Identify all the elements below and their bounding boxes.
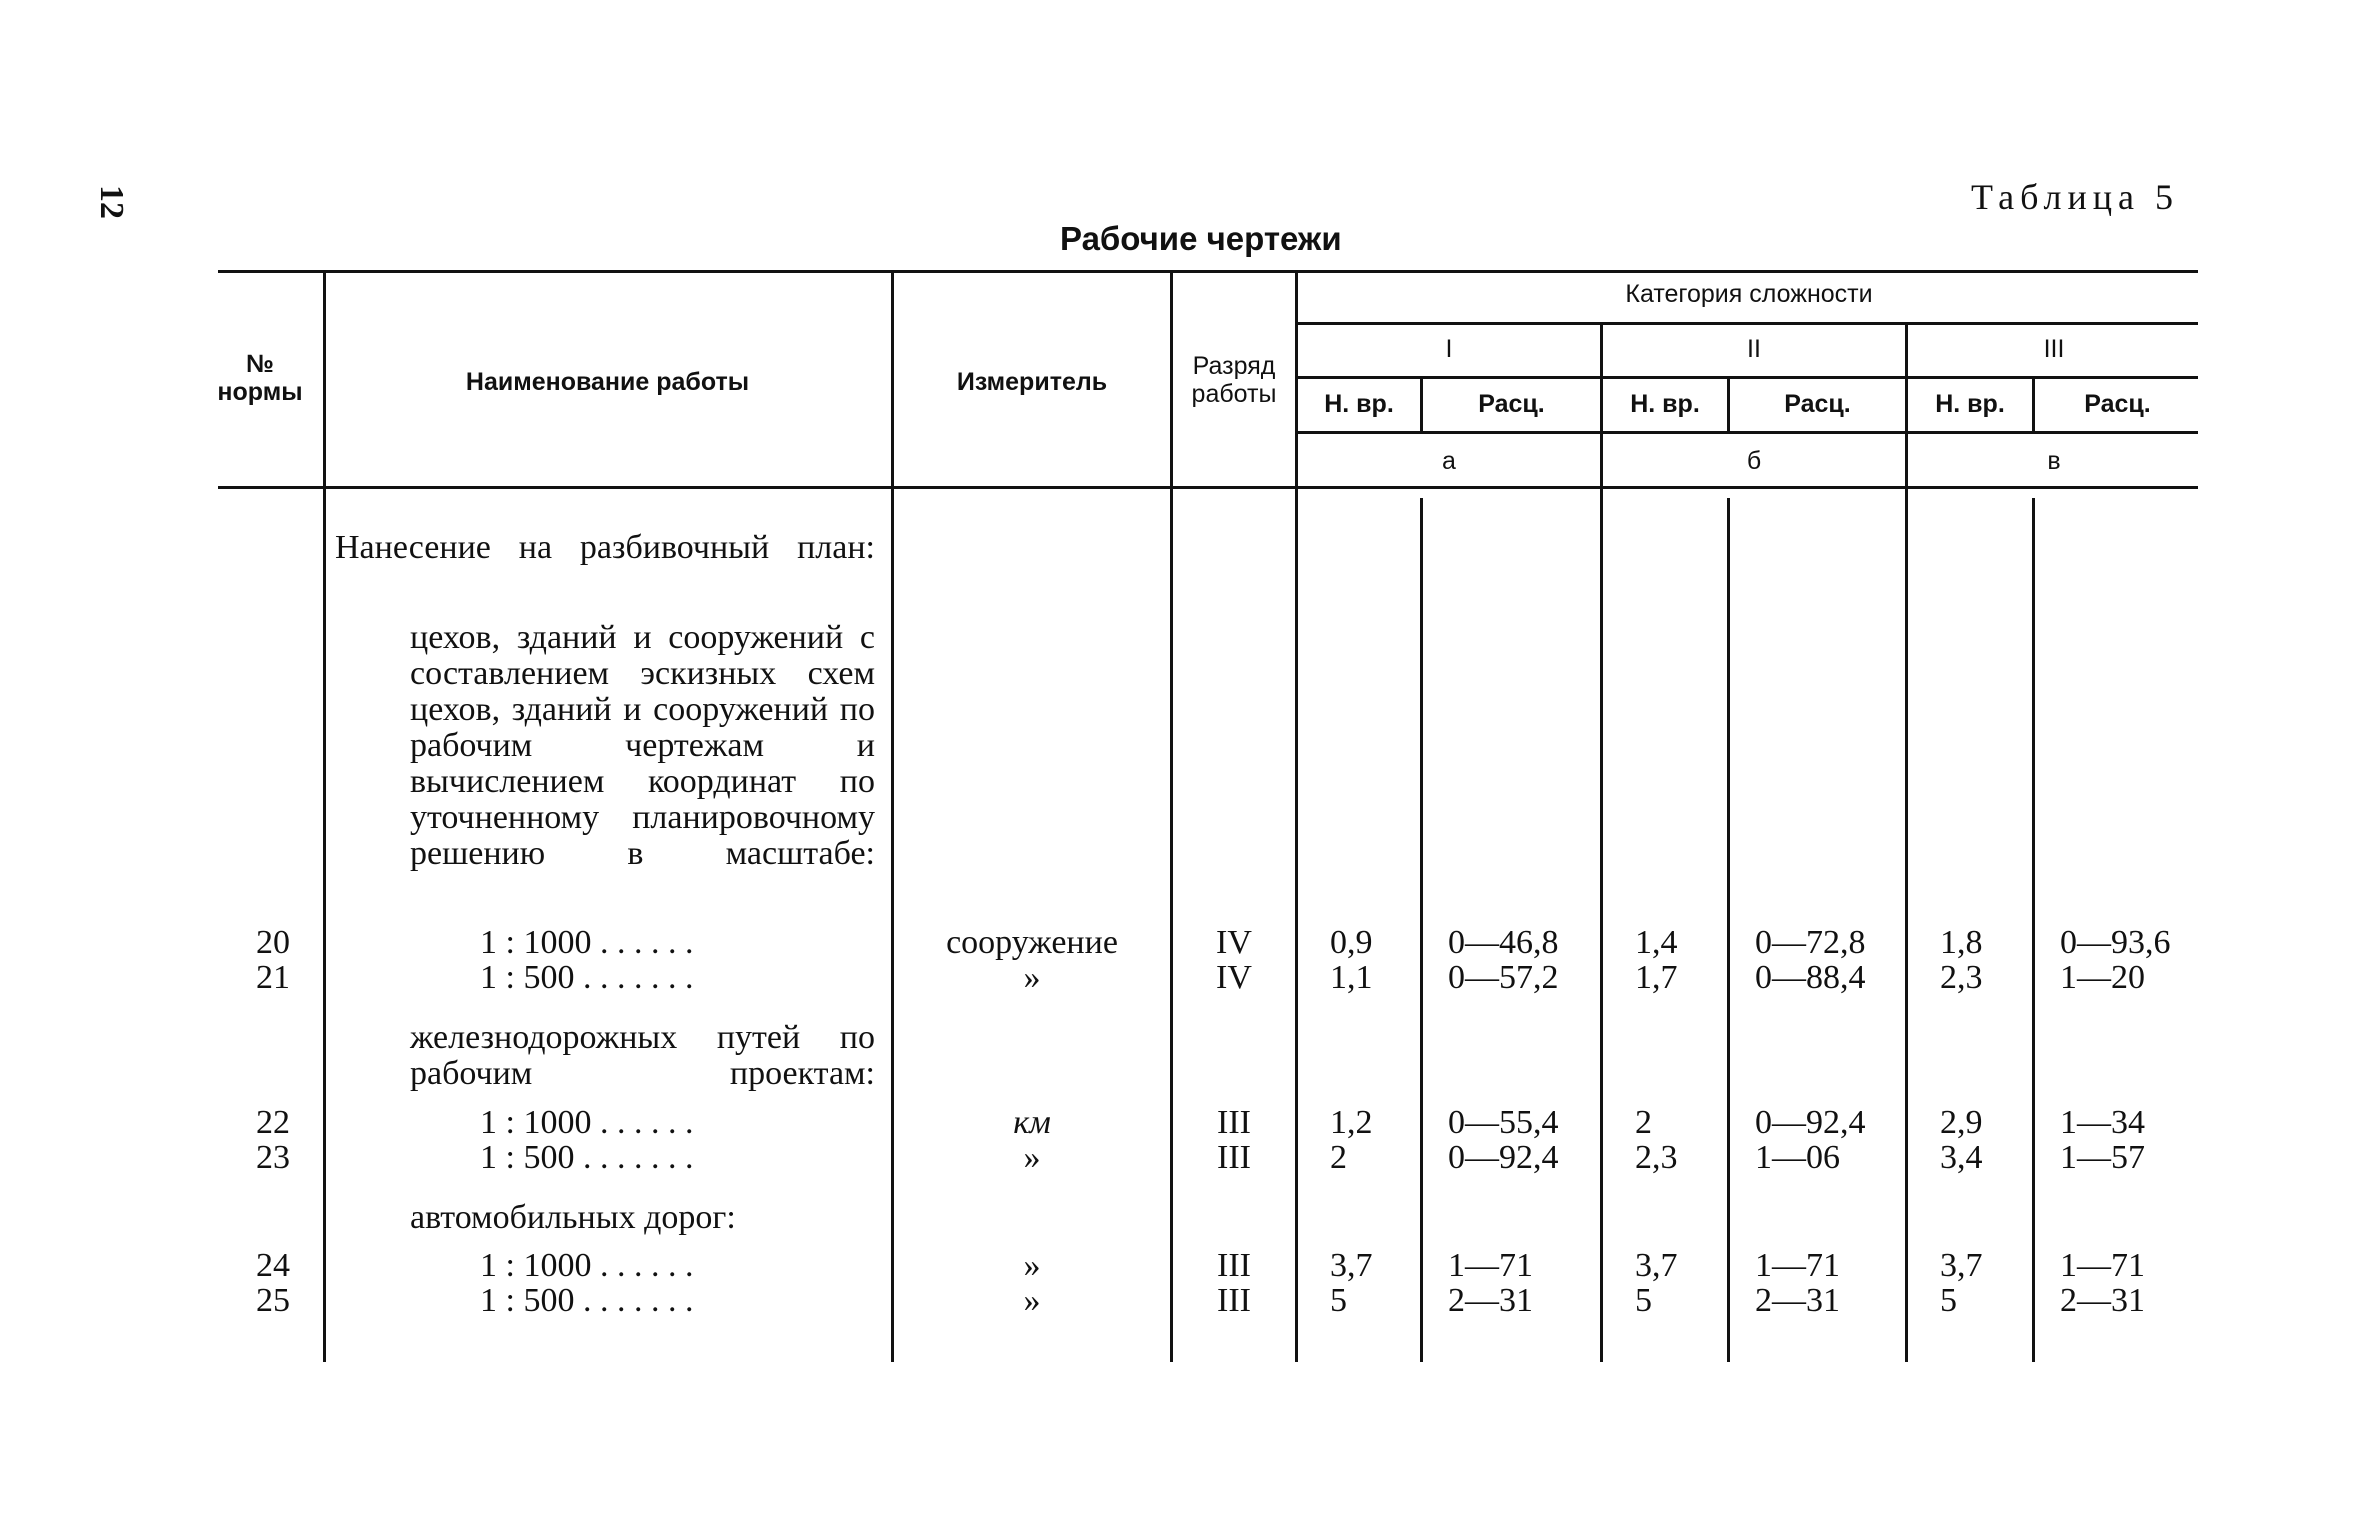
category-rule xyxy=(1297,376,2198,379)
header-category-1: I xyxy=(1445,335,1453,363)
section-intro: Нанесение на разбивочный план: xyxy=(335,529,875,566)
header-letter-a: а xyxy=(1442,447,1456,475)
row-no: 25 xyxy=(256,1282,290,1319)
row-c-rate: 1—57 xyxy=(2060,1139,2145,1176)
col-rule-b-body xyxy=(1727,498,1730,1362)
header-letter-c: в xyxy=(2047,447,2061,475)
complexity-rule xyxy=(1297,322,2198,325)
row-c-rate: 1—71 xyxy=(2060,1247,2145,1284)
page-number: 12 xyxy=(93,185,130,219)
row-b-rate: 1—71 xyxy=(1755,1247,1840,1284)
col-rule-1 xyxy=(323,272,326,1362)
row-c-rate: 0—93,6 xyxy=(2060,924,2171,961)
row-b-rate: 0—72,8 xyxy=(1755,924,1866,961)
table-label: Таблица 5 xyxy=(1971,177,2179,217)
row-c-time: 2,3 xyxy=(1940,959,1983,996)
header-bottom-rule xyxy=(218,486,2198,489)
row-grade: IV xyxy=(1216,924,1252,961)
row-c-time: 3,4 xyxy=(1940,1139,1983,1176)
col-rule-4 xyxy=(1295,272,1298,1362)
row-scale: 1 : 500 . . . . . . . xyxy=(480,959,694,996)
section-railways: железнодорожных путей по рабочим проектам: xyxy=(410,1019,875,1092)
row-b-rate: 0—92,4 xyxy=(1755,1104,1866,1141)
header-category-3: III xyxy=(2043,335,2065,363)
row-b-time: 2,3 xyxy=(1635,1139,1678,1176)
header-norm-no: № нормы xyxy=(217,350,303,406)
header-time-c: Н. вр. xyxy=(1935,390,2005,418)
row-measure: км xyxy=(1013,1104,1051,1141)
row-b-rate: 0—88,4 xyxy=(1755,959,1866,996)
header-category-2: II xyxy=(1747,335,1761,363)
row-c-rate: 1—20 xyxy=(2060,959,2145,996)
row-a-rate: 0—55,4 xyxy=(1448,1104,1559,1141)
row-scale: 1 : 500 . . . . . . . xyxy=(480,1282,694,1319)
row-a-time: 2 xyxy=(1330,1139,1347,1176)
section-workshops: цехов, зданий и сооружений с составлением эскизных схем цехов, зданий и сооружений по рабочим чертежам и вычислением координат по уточненному планировочному решению в масштабе: xyxy=(410,619,875,872)
row-c-time: 5 xyxy=(1940,1282,1957,1319)
row-measure: » xyxy=(1023,1139,1041,1176)
header-complexity: Категория сложности xyxy=(1625,280,1873,308)
col-rule-c xyxy=(2032,378,2035,433)
row-b-time: 2 xyxy=(1635,1104,1652,1141)
row-b-time: 3,7 xyxy=(1635,1247,1678,1284)
row-a-rate: 0—92,4 xyxy=(1448,1139,1559,1176)
row-scale: 1 : 1000 . . . . . . xyxy=(480,1247,694,1284)
row-c-time: 1,8 xyxy=(1940,924,1983,961)
row-scale: 1 : 1000 . . . . . . xyxy=(480,924,694,961)
row-a-time: 0,9 xyxy=(1330,924,1373,961)
row-grade: III xyxy=(1217,1282,1251,1319)
row-a-time: 1,2 xyxy=(1330,1104,1373,1141)
row-b-rate: 1—06 xyxy=(1755,1139,1840,1176)
row-b-time: 5 xyxy=(1635,1282,1652,1319)
col-rule-c-body xyxy=(2032,498,2035,1362)
row-a-rate: 1—71 xyxy=(1448,1247,1533,1284)
header-rate-a: Расц. xyxy=(1478,390,1545,418)
col-rule-2 xyxy=(891,272,894,1362)
col-rule-5 xyxy=(1600,324,1603,1362)
header-rate-c: Расц. xyxy=(2084,390,2151,418)
row-scale: 1 : 500 . . . . . . . xyxy=(480,1139,694,1176)
row-a-rate: 2—31 xyxy=(1448,1282,1533,1319)
row-grade: III xyxy=(1217,1247,1251,1284)
header-measure: Измеритель xyxy=(956,368,1108,396)
col-rule-a xyxy=(1420,378,1423,433)
subheader-rule xyxy=(1297,431,2198,434)
row-measure: » xyxy=(1023,1282,1041,1319)
col-rule-3 xyxy=(1170,272,1173,1362)
col-rule-b xyxy=(1727,378,1730,433)
row-no: 24 xyxy=(256,1247,290,1284)
row-c-rate: 1—34 xyxy=(2060,1104,2145,1141)
row-measure: » xyxy=(1023,959,1041,996)
row-no: 21 xyxy=(256,959,290,996)
row-no: 23 xyxy=(256,1139,290,1176)
header-letter-b: б xyxy=(1746,447,1762,475)
col-rule-6 xyxy=(1905,324,1908,1362)
header-rate-b: Расц. xyxy=(1784,390,1851,418)
row-a-rate: 0—57,2 xyxy=(1448,959,1559,996)
row-scale: 1 : 1000 . . . . . . xyxy=(480,1104,694,1141)
row-a-time: 3,7 xyxy=(1330,1247,1373,1284)
row-a-time: 5 xyxy=(1330,1282,1347,1319)
header-time-b: Н. вр. xyxy=(1630,390,1700,418)
row-measure: сооружение xyxy=(946,924,1118,961)
row-b-time: 1,4 xyxy=(1635,924,1678,961)
table-top-rule xyxy=(218,270,2198,273)
row-grade: III xyxy=(1217,1104,1251,1141)
row-a-rate: 0—46,8 xyxy=(1448,924,1559,961)
row-b-time: 1,7 xyxy=(1635,959,1678,996)
section-roads: автомобильных дорог: xyxy=(410,1199,736,1236)
header-grade: Разряд работы xyxy=(1191,352,1277,408)
row-b-rate: 2—31 xyxy=(1755,1282,1840,1319)
row-c-rate: 2—31 xyxy=(2060,1282,2145,1319)
row-c-time: 2,9 xyxy=(1940,1104,1983,1141)
col-rule-a-body xyxy=(1420,498,1423,1362)
header-work-name: Наименование работы xyxy=(465,368,750,396)
row-no: 20 xyxy=(256,924,290,961)
row-c-time: 3,7 xyxy=(1940,1247,1983,1284)
table-title: Рабочие чертежи xyxy=(1060,220,1342,257)
row-grade: III xyxy=(1217,1139,1251,1176)
row-grade: IV xyxy=(1216,959,1252,996)
row-no: 22 xyxy=(256,1104,290,1141)
header-time-a: Н. вр. xyxy=(1324,390,1394,418)
row-measure: » xyxy=(1023,1247,1041,1284)
row-a-time: 1,1 xyxy=(1330,959,1373,996)
